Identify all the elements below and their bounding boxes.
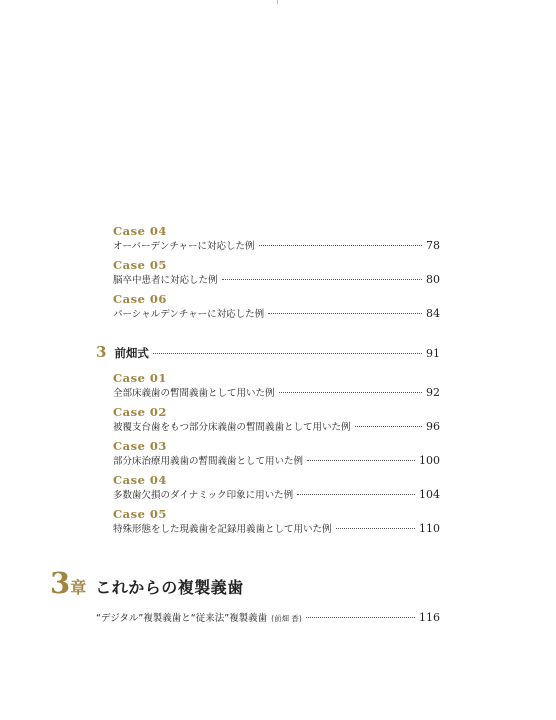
chapter-title: これからの複製義歯 [95,578,244,597]
toc-entry[interactable] [113,272,440,286]
page-number: 104 [419,488,440,501]
toc-entry[interactable] [96,610,440,624]
page-number: 78 [426,239,440,252]
entry-title: 全部床義歯の暫間義歯として用いた例 [113,388,275,399]
leader-dots [307,460,415,461]
case-label: Case 03 [113,439,167,453]
case-label: Case 05 [113,507,167,521]
toc-entry[interactable] [113,521,440,535]
leader-dots [297,494,415,495]
leader-dots [153,353,422,354]
page-number: 96 [426,420,440,433]
page-number: 110 [419,522,440,535]
toc-entry[interactable] [113,453,440,467]
case-label: Case 05 [113,258,167,272]
leader-dots [259,245,422,246]
leader-dots [268,313,422,314]
case-label: Case 06 [113,292,167,306]
case-label: Case 01 [113,371,167,385]
entry-title: 脳卒中患者に対応した例 [113,275,218,286]
case-label: Case 02 [113,405,167,419]
section-number: 3 [96,343,107,361]
leader-dots [279,392,422,393]
toc-entry[interactable] [113,487,440,501]
leader-dots [306,617,415,618]
chapter-heading[interactable] [50,566,244,600]
section-title: 前畑式 [114,346,149,360]
entry-author: (前畑 香) [271,614,302,623]
chapter-number: 3 [50,566,71,600]
page-number: 91 [426,347,440,360]
chapter-suffix: 章 [70,578,87,597]
leader-dots [222,279,422,280]
entry-title: “デジタル”複製義歯と“従来法”複製義歯 [96,613,268,624]
entry-title: 多数歯欠損のダイナミック印象に用いた例 [113,490,294,501]
case-label: Case 04 [113,473,167,487]
toc-entry[interactable] [113,419,440,433]
top-crop-mark [277,0,278,4]
entry-title: 特殊形態をした現義歯を記録用義歯として用いた例 [113,524,332,535]
case-label: Case 04 [113,224,167,238]
leader-dots [355,426,422,427]
toc-entry[interactable] [113,306,440,320]
toc-entry[interactable] [113,238,440,252]
section-heading[interactable] [96,343,440,361]
page-number: 80 [426,273,440,286]
toc-entry[interactable] [113,385,440,399]
page-number: 84 [426,307,440,320]
entry-title: 被覆支台歯をもつ部分床義歯の暫間義歯として用いた例 [113,422,351,433]
entry-title: パーシャルデンチャーに対応した例 [113,309,265,320]
entry-title: 部分床治療用義歯の暫間義歯として用いた例 [113,456,304,467]
page-number: 100 [419,454,440,467]
leader-dots [336,528,415,529]
page-number: 92 [426,386,440,399]
entry-title: オーバーデンチャーに対応した例 [113,241,255,252]
page-number: 116 [419,611,440,624]
